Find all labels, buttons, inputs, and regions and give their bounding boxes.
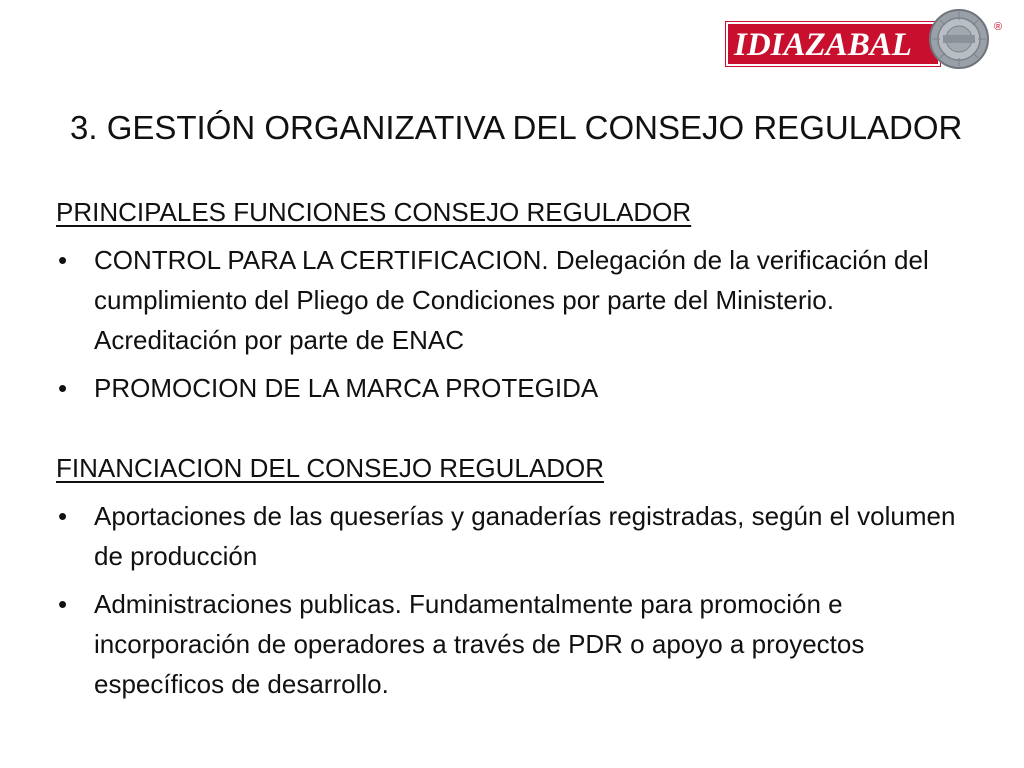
idiazabal-logo bbox=[724, 8, 1014, 70]
bullet-dot-icon: • bbox=[58, 589, 68, 619]
bullet-text: PROMOCION DE LA MARCA PROTEGIDA bbox=[94, 373, 599, 403]
slide-content bbox=[56, 192, 976, 704]
bullet-text: Aportaciones de las queserías y ganaderías registradas, según el volumen de producción bbox=[94, 501, 956, 571]
bullet-dot-icon: • bbox=[58, 245, 68, 275]
bullet-item bbox=[56, 368, 976, 408]
bullet-text: CONTROL PARA LA CERTIFICACION. Delegación de la verificación del cumplimiento del Pliego de Condiciones por parte del Ministerio. Acreditación por parte de ENAC bbox=[94, 245, 929, 355]
registered-mark: ® bbox=[994, 21, 1003, 33]
section-spacer bbox=[56, 408, 976, 448]
section-heading: FINANCIACION DEL CONSEJO REGULADOR bbox=[56, 453, 605, 483]
bullet-item bbox=[56, 496, 976, 576]
bullet-list bbox=[56, 496, 976, 704]
section-financiacion bbox=[56, 448, 976, 704]
bullet-text: Administraciones publicas. Fundamentalmente para promoción e incorporación de operadores a través de PDR o apoyo a proyectos específicos de desarrollo. bbox=[94, 589, 865, 699]
logo-brand-text: IDIAZABAL bbox=[734, 27, 912, 63]
slide-title: 3. GESTIÓN ORGANIZATIVA DEL CONSEJO REGULADOR bbox=[70, 109, 963, 146]
logo-seal-icon bbox=[928, 8, 990, 70]
section-heading: PRINCIPALES FUNCIONES CONSEJO REGULADOR bbox=[56, 197, 692, 227]
bullet-dot-icon: • bbox=[58, 501, 68, 531]
bullet-dot-icon: • bbox=[58, 373, 68, 403]
bullet-item bbox=[56, 584, 976, 704]
section-principales-funciones bbox=[56, 192, 976, 408]
bullet-item bbox=[56, 240, 976, 360]
bullet-list bbox=[56, 240, 976, 408]
